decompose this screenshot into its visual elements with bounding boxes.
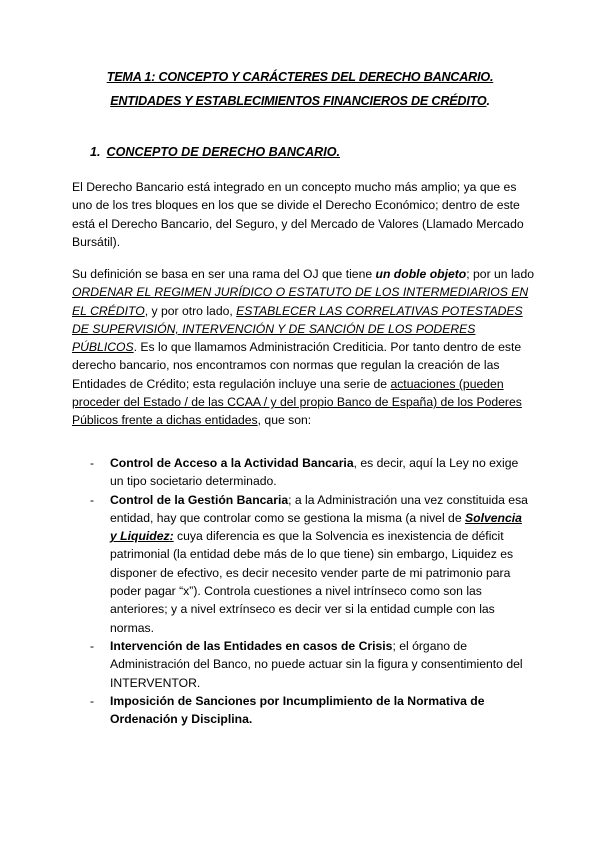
document-title-line-1: TEMA 1: CONCEPTO Y CARÁCTERES DEL DERECHO BANCARIO.	[106, 70, 494, 84]
list-item	[90, 637, 530, 692]
para2-text-1: Su definición se basa en ser una rama del OJ que tiene	[72, 267, 376, 281]
paragraph-1: El Derecho Bancario está integrado en un concepto mucho más amplio; ya que es uno de los tres bloques en los que se divide el Derecho Económico; dentro de este está el Derecho Bancario, del Seguro, y del Mercado de Valores (Llamado Mercado Bursátil).	[72, 180, 524, 249]
list-item-1-title: Control de Acceso a la Actividad Bancaria	[110, 456, 354, 470]
para2-text-3: , y por otro lado,	[144, 303, 237, 318]
para2-underlined-establecer: ESTABLECER LAS CORRELATIVAS POTESTADES DE SUPERVISIÓN, INTERVENCIÓN Y DE SANCIÓN DE LOS PODERES PÚBLICOS	[72, 303, 523, 355]
list-item	[90, 491, 530, 637]
list-item-2-text-1: ; a la Administración una vez constituida esa entidad, hay que controlar como se gestiona la misma (a nivel de	[110, 492, 528, 525]
list-item-2-emphasis: Solvencia y Liquidez:	[110, 510, 522, 544]
para2-text-4: . Es lo que llamamos Administración Crediticia. Por tanto dentro de este derecho bancario, nos encontramos con normas que regulan la creación de las Entidades de Crédito; esta regulación incluye una serie de	[72, 340, 522, 391]
list-item-1-text: , es decir, aquí la Ley no exige un tipo societario determinado.	[110, 456, 519, 489]
section-title: CONCEPTO DE DERECHO BANCARIO.	[106, 145, 340, 159]
document-title-line-2-text: ENTIDADES Y ESTABLECIMIENTOS FINANCIEROS DE CRÉDITO	[110, 94, 487, 108]
para2-emphasis-doble-objeto: un doble objeto	[375, 267, 467, 281]
list-item-2-text-2: cuya diferencia es que la Solvencia es inexistencia de déficit patrimonial (la entidad debe más de lo que tiene) sin embargo, Liquidez es disponer de efectivo, es decir necesito vender parte de mi patrimonio para poder pagar “x”). Controla cuestiones a nivel intrínseco como son las anteriores; y a nivel extrínseco es decir ver si la entidad cumple con las normas.	[110, 529, 514, 635]
para2-underlined-actuaciones: actuaciones (pueden proceder del Estado / de las CCAA / y del propio Banco de España) de los Poderes Públicos frente a dichas entidades	[72, 376, 522, 428]
list-bullet: -	[90, 456, 95, 470]
list-item	[90, 692, 530, 729]
document-title-line-2	[60, 94, 540, 108]
list-item-3-title: Intervención de las Entidades en casos de Crisis	[110, 638, 393, 653]
list-item	[90, 454, 530, 491]
list-bullet: -	[90, 492, 95, 507]
list-item-4-title: Imposición de Sanciones por Incumplimiento de la Normativa de Ordenación y Disciplina.	[110, 693, 485, 727]
list-item-3-text: ; el órgano de Administración del Banco, no puede actuar sin la figura y consentimiento del INTERVENTOR.	[110, 638, 523, 690]
document-title-period: .	[486, 94, 490, 108]
list-item-2-title: Control de la Gestión Bancaria	[110, 492, 289, 507]
controls-list	[90, 454, 530, 728]
section-number: 1.	[90, 145, 101, 159]
para2-text-2: ; por un lado	[466, 267, 535, 281]
section-heading	[90, 145, 340, 159]
list-bullet: -	[90, 638, 95, 653]
paragraph-2	[72, 265, 534, 430]
list-bullet: -	[90, 693, 95, 708]
para2-underlined-ordenar: ORDENAR EL REGIMEN JURÍDICO O ESTATUTO DE LOS INTERMEDIARIOS EN EL CRÉDITO	[72, 285, 529, 318]
para2-text-5: , que son:	[257, 413, 312, 428]
